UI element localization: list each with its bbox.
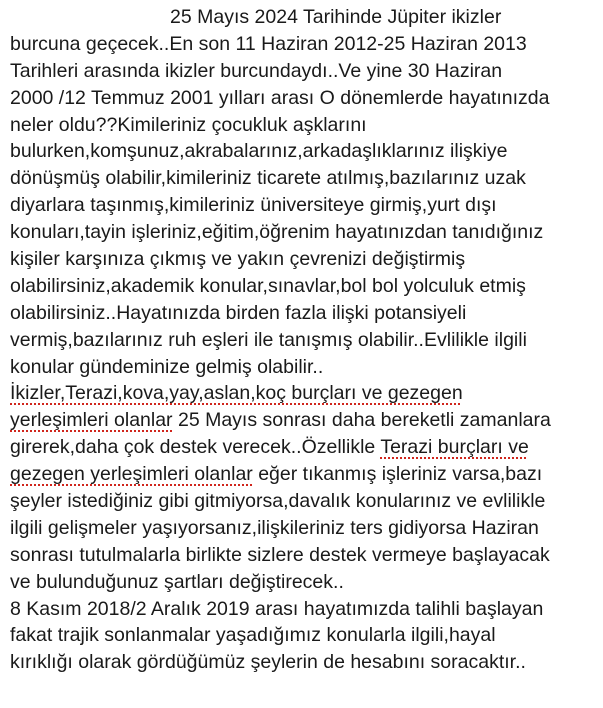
text-line-4: 2000 /12 Temmuz 2001 yılları arası O dönemlerde hayatınızda [10,86,550,109]
text-line-14: konular gündeminize gelmiş olabilir.. [10,355,324,378]
text-segment: eğer tıkanmış işleriniz varsa,bazı [252,463,543,486]
text-line-21: sonrası tutulmalarla birlikte sizlere destek vermeye başlayacak [10,543,550,566]
text-line-13: vermiş,bazılarınız ruh eşleri ile tanışmış olabilir..Evlilikle ilgili [10,328,527,351]
text-line-22: ve bulunduğunuz şartları değiştirecek.. [10,570,344,593]
text-line-2: burcuna geçecek..En son 11 Haziran 2012-25 Haziran 2013 [10,32,527,55]
text-line-10: kişiler karşınıza çıkmış ve yakın çevrenizi değiştirmiş [10,248,466,271]
text-line-15 [10,380,593,407]
text-line-19: şeyler istediğiniz gibi gitmiyorsa,davalık konularınız ve evlilikle [10,490,546,513]
text-line-25: kırıklığı olarak gördüğümüz şeylerin de hesabını soracaktır.. [10,651,526,674]
text-line-17 [10,434,593,461]
text-line-7: dönüşmüş olabilir,kimileriniz ticarete atılmış,bazılarınız uzak [10,167,526,190]
text-line-8: diyarlara taşınmış,kimileriniz üniversiteye girmiş,yurt dışı [10,194,497,217]
text-segment: girerek,daha çok destek verecek..Özellikle [10,436,381,459]
text-line-18 [10,461,593,488]
spellcheck-underlined-text[interactable]: Terazi burçları ve [380,436,529,459]
text-segment: 25 Mayıs sonrası daha bereketli zamanlara [172,409,551,432]
text-line-6: bulurken,komşunuz,akrabalarınız,arkadaşlıklarınız ilişkiye [10,140,508,163]
text-line-1: 25 Mayıs 2024 Tarihinde Jüpiter ikizler [170,6,502,28]
text-line-23: 8 Kasım 2018/2 Aralık 2019 arası hayatımızda talihli başlayan [10,597,544,620]
spellcheck-underlined-text[interactable]: İkizler,Terazi,kova,yay,aslan,koç burçları ve gezegen [10,382,463,405]
text-line-16 [10,407,593,434]
text-line-9: konuları,tayin işleriniz,eğitim,öğrenim hayatınızdan tanıdığınız [10,221,544,244]
text-line-12: olabilirsiniz..Hayatınızda birden fazla ilişki potansiyeli [10,301,467,324]
spellcheck-underlined-text[interactable]: yerleşimleri olanlar [10,409,173,432]
text-line-5: neler oldu??Kimileriniz çocukluk aşklarını [10,113,367,136]
text-line-11: olabilirsiniz,akademik konular,sınavlar,bol bol yolculuk etmiş [10,274,526,297]
text-line-3: Tarihleri arasında ikizler burcundaydı..Ve yine 30 Haziran [10,59,503,82]
text-line-24: fakat trajik sonlanmalar yaşadığımız konularla ilgili,hayal [10,624,496,647]
text-line-20: ilgili gelişmeler yaşıyorsanız,ilişkileriniz ters gidiyorsa Haziran [10,516,539,539]
spellcheck-underlined-text[interactable]: gezegen yerleşimleri olanlar [10,463,253,486]
